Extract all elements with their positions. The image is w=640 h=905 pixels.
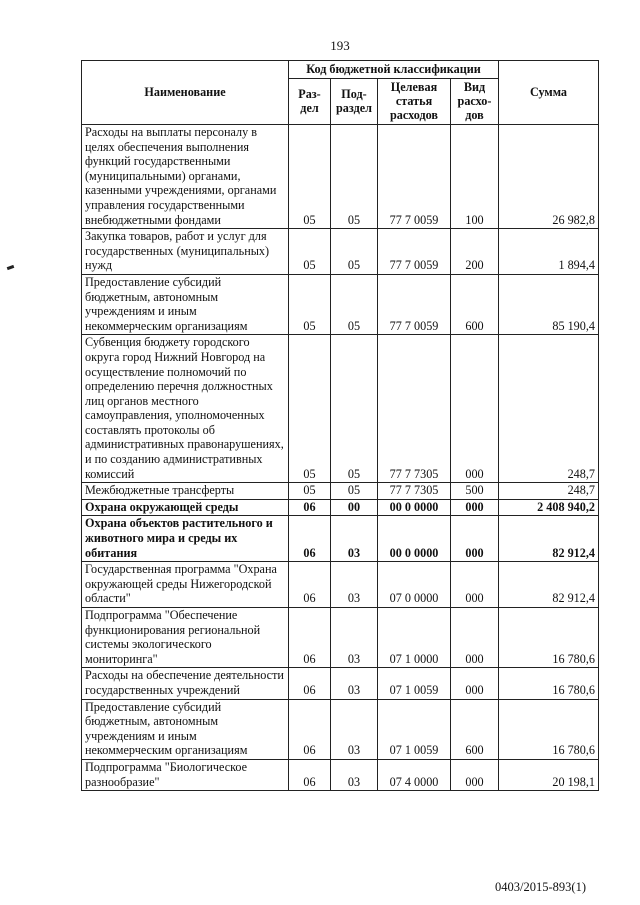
row-vid: 000 (451, 759, 499, 790)
row-name: Расходы на выплаты персоналу в целях обеспечения выполнения функций государственными (муниципальными) органами, казенными учреждениями, органами управления государственными внебюджетными фондами (82, 125, 289, 229)
row-sum: 82 912,4 (499, 516, 599, 562)
row-razdel: 05 (289, 483, 331, 500)
row-sum: 16 780,6 (499, 699, 599, 759)
row-podrazdel: 03 (331, 608, 378, 668)
row-csr: 07 1 0059 (378, 668, 451, 699)
row-sum: 248,7 (499, 335, 599, 483)
row-vid: 000 (451, 499, 499, 516)
row-sum: 16 780,6 (499, 608, 599, 668)
row-podrazdel: 00 (331, 499, 378, 516)
table-row (82, 608, 599, 668)
row-name: Охрана окружающей среды (82, 499, 289, 516)
row-csr: 00 0 0000 (378, 516, 451, 562)
row-name: Подпрограмма "Биологическое разнообразие" (82, 759, 289, 790)
row-name: Расходы на обеспечение деятельности государственных учреждений (82, 668, 289, 699)
table-row (82, 516, 599, 562)
scan-mark (7, 265, 15, 270)
row-csr: 77 7 0059 (378, 229, 451, 275)
row-sum: 16 780,6 (499, 668, 599, 699)
row-csr: 07 1 0000 (378, 608, 451, 668)
row-vid: 000 (451, 668, 499, 699)
row-csr: 77 7 0059 (378, 274, 451, 334)
table-row (82, 759, 599, 790)
budget-table (81, 60, 599, 791)
header-sum: Сумма (499, 61, 599, 125)
row-csr: 07 4 0000 (378, 759, 451, 790)
row-razdel: 06 (289, 516, 331, 562)
row-csr: 07 0 0000 (378, 562, 451, 608)
table-row (82, 562, 599, 608)
row-sum: 82 912,4 (499, 562, 599, 608)
header-csr: Целевая статья расходов (378, 79, 451, 125)
row-podrazdel: 05 (331, 274, 378, 334)
row-csr: 77 7 0059 (378, 125, 451, 229)
row-razdel: 05 (289, 125, 331, 229)
table-row (82, 668, 599, 699)
row-razdel: 06 (289, 699, 331, 759)
header-podrazdel: Под- раздел (331, 79, 378, 125)
table-row (82, 125, 599, 229)
row-razdel: 06 (289, 759, 331, 790)
row-csr: 00 0 0000 (378, 499, 451, 516)
table-row (82, 229, 599, 275)
row-razdel: 06 (289, 499, 331, 516)
row-vid: 200 (451, 229, 499, 275)
row-vid: 000 (451, 335, 499, 483)
row-name: Предоставление субсидий бюджетным, автономным учреждениям и иным некоммерческим организациям (82, 699, 289, 759)
row-csr: 07 1 0059 (378, 699, 451, 759)
table-body (82, 125, 599, 791)
header-razdel: Раз- дел (289, 79, 331, 125)
row-podrazdel: 05 (331, 125, 378, 229)
row-name: Закупка товаров, работ и услуг для государственных (муниципальных) нужд (82, 229, 289, 275)
row-razdel: 06 (289, 562, 331, 608)
row-vid: 000 (451, 516, 499, 562)
header-name: Наименование (82, 61, 289, 125)
row-razdel: 05 (289, 229, 331, 275)
row-podrazdel: 03 (331, 699, 378, 759)
row-sum: 26 982,8 (499, 125, 599, 229)
row-razdel: 05 (289, 274, 331, 334)
document-code: 0403/2015-893(1) (495, 880, 586, 894)
row-podrazdel: 03 (331, 562, 378, 608)
row-name: Охрана объектов растительного и животного мира и среды их обитания (82, 516, 289, 562)
row-sum: 85 190,4 (499, 274, 599, 334)
table-row (82, 499, 599, 516)
table-row (82, 274, 599, 334)
row-sum: 248,7 (499, 483, 599, 500)
row-podrazdel: 05 (331, 483, 378, 500)
header-classification-group: Код бюджетной классификации (289, 61, 499, 79)
row-name: Межбюджетные трансферты (82, 483, 289, 500)
row-vid: 600 (451, 699, 499, 759)
row-podrazdel: 03 (331, 668, 378, 699)
row-name: Подпрограмма "Обеспечение функционирования региональной системы экологического мониторинга" (82, 608, 289, 668)
row-vid: 500 (451, 483, 499, 500)
page-number: 193 (330, 38, 350, 53)
row-sum: 2 408 940,2 (499, 499, 599, 516)
row-csr: 77 7 7305 (378, 335, 451, 483)
row-podrazdel: 03 (331, 759, 378, 790)
row-vid: 600 (451, 274, 499, 334)
header-vid: Вид расхо- дов (451, 79, 499, 125)
row-name: Государственная программа "Охрана окружающей среды Нижегородской области" (82, 562, 289, 608)
row-podrazdel: 03 (331, 516, 378, 562)
table-row (82, 699, 599, 759)
row-vid: 000 (451, 608, 499, 668)
row-razdel: 05 (289, 335, 331, 483)
table-row (82, 335, 599, 483)
row-csr: 77 7 7305 (378, 483, 451, 500)
row-vid: 100 (451, 125, 499, 229)
row-sum: 1 894,4 (499, 229, 599, 275)
row-podrazdel: 05 (331, 229, 378, 275)
table-row (82, 483, 599, 500)
row-vid: 000 (451, 562, 499, 608)
row-name: Субвенция бюджету городского округа город Нижний Новгород на осуществление полномочий по определению перечня должностных лиц органов местного самоуправления, уполномоченных составлять протоколы об административных правонарушениях, и по созданию административных комиссий (82, 335, 289, 483)
row-razdel: 06 (289, 668, 331, 699)
row-razdel: 06 (289, 608, 331, 668)
row-name: Предоставление субсидий бюджетным, автономным учреждениям и иным некоммерческим организациям (82, 274, 289, 334)
row-sum: 20 198,1 (499, 759, 599, 790)
row-podrazdel: 05 (331, 335, 378, 483)
